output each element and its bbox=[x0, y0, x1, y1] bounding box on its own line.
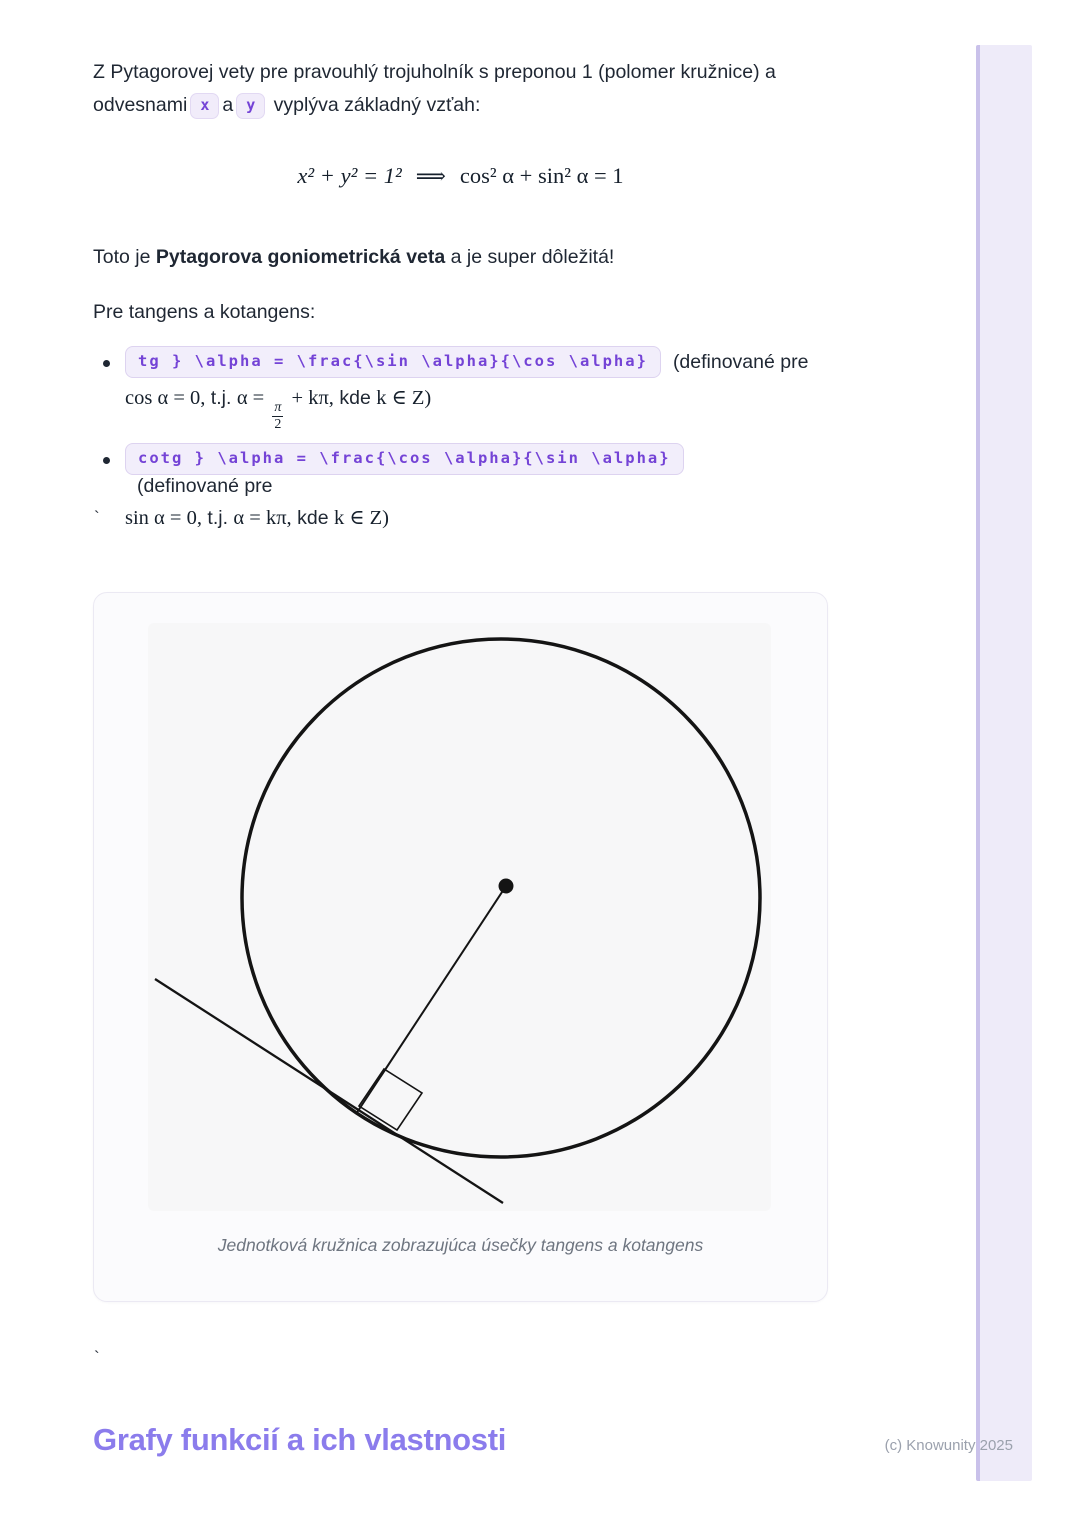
tangens-bullet-list bbox=[93, 346, 828, 542]
formula-left: x² + y² = 1² bbox=[297, 163, 402, 188]
implies-arrow: ⟹ bbox=[415, 164, 446, 188]
unit-circle-drawing bbox=[148, 623, 771, 1211]
intro-text-after: vyplýva základný vzťah: bbox=[273, 94, 481, 116]
figure-card bbox=[93, 592, 828, 1302]
intro-text-before: Z Pytagorovej vety pre pravouhlý trojuholník s preponou 1 (polomer kružnice) a odvesnami bbox=[93, 61, 776, 116]
scrollbar-thumb[interactable] bbox=[976, 45, 1032, 1481]
fraction-denominator: 2 bbox=[274, 417, 282, 432]
intro-paragraph bbox=[93, 56, 828, 122]
tangens-code-line bbox=[125, 346, 828, 378]
tangens-after-code: (definované pre bbox=[672, 350, 809, 373]
circle-center-dot bbox=[499, 879, 514, 894]
pythagorean-identity-formula bbox=[93, 163, 828, 189]
kotangens-after-code: (definované pre bbox=[137, 475, 273, 497]
cond-text: kde bbox=[333, 387, 377, 409]
pi-over-2-fraction bbox=[272, 401, 283, 432]
cond-math: k ∈ Z) bbox=[376, 387, 432, 409]
cond-text: t.j. bbox=[201, 507, 234, 529]
formula-right: cos² α + sin² α = 1 bbox=[459, 163, 624, 188]
fraction-numerator: π bbox=[274, 400, 282, 415]
list-item-tangens bbox=[93, 346, 828, 432]
inline-code-y: y bbox=[236, 93, 265, 119]
list-item-kotangens bbox=[93, 443, 828, 531]
theorem-suffix: a je super dôležitá! bbox=[445, 246, 615, 268]
kotangens-code-line bbox=[125, 443, 828, 498]
theorem-prefix: Toto je bbox=[93, 246, 156, 268]
intro-text-between: a bbox=[222, 94, 234, 116]
theorem-name: Pytagorova goniometrická veta bbox=[155, 246, 446, 268]
cond-text: t.j. bbox=[205, 387, 237, 409]
cond-math: k ∈ Z) bbox=[333, 507, 389, 529]
cond-math: cos α = 0, bbox=[125, 387, 206, 409]
cond-math: α = bbox=[236, 387, 270, 409]
tangens-latex-code: tg } \alpha = \frac{\sin \alpha}{\cos \alpha} bbox=[125, 346, 661, 378]
footer-credit: (c) Knowunity 2025 bbox=[884, 1437, 1013, 1454]
cond-math: α = kπ, bbox=[233, 507, 292, 529]
radius-line bbox=[356, 886, 506, 1114]
cond-math: sin α = 0, bbox=[125, 507, 202, 529]
tangens-condition bbox=[125, 385, 828, 432]
unit-circle-figure bbox=[148, 623, 771, 1211]
unit-circle bbox=[242, 639, 760, 1157]
inline-code-x: x bbox=[190, 93, 219, 119]
stray-backtick: ` bbox=[94, 508, 100, 527]
cond-text: kde bbox=[291, 507, 334, 529]
kotangens-latex-code: cotg } \alpha = \frac{\cos \alpha}{\sin \alpha} bbox=[125, 443, 684, 475]
kotangens-condition bbox=[125, 505, 828, 531]
theorem-paragraph bbox=[93, 241, 828, 274]
stray-backtick: ` bbox=[94, 1348, 100, 1367]
cond-math: + kπ, bbox=[286, 387, 334, 409]
tangens-intro: Pre tangens a kotangens: bbox=[93, 301, 316, 323]
tangent-line bbox=[155, 979, 503, 1203]
figure-caption: Jednotková kružnica zobrazujúca úsečky tangens a kotangens bbox=[217, 1235, 704, 1255]
section-heading: Grafy funkcií a ich vlastnosti bbox=[93, 1422, 507, 1457]
